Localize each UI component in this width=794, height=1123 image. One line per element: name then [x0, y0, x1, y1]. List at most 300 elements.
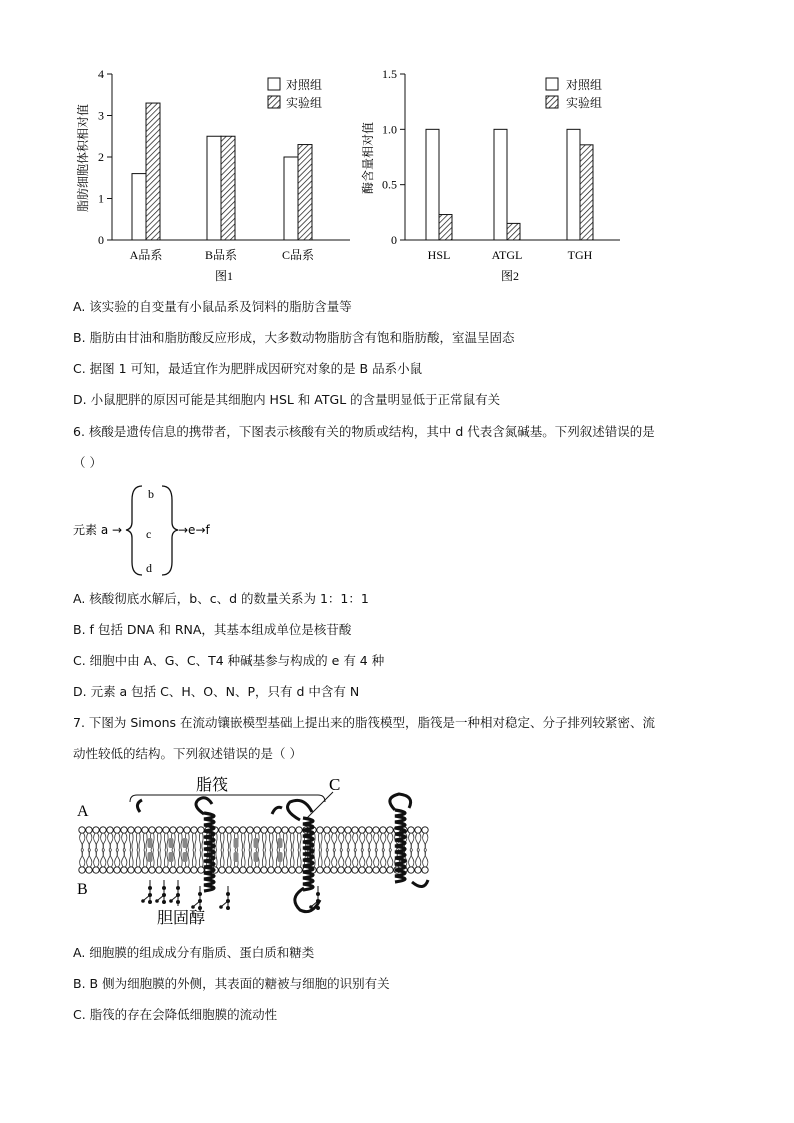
- lipid-tail: [136, 833, 137, 850]
- lipid-head: [107, 867, 113, 873]
- phospholipid-bilayer: [79, 827, 428, 873]
- sugar-unit: [226, 906, 230, 910]
- lipid-tail: [157, 850, 158, 867]
- lipid-tail: [220, 850, 221, 867]
- lipid-head: [296, 827, 302, 833]
- lipid-tail: [283, 833, 284, 850]
- lipid-tail: [269, 850, 270, 867]
- lipid-tail: [262, 833, 263, 850]
- protein-loop: [196, 798, 212, 814]
- lipid-head: [177, 827, 183, 833]
- lipid-tail: [314, 833, 315, 850]
- lipid-head: [233, 827, 239, 833]
- lipid-tail: [188, 833, 189, 850]
- lipid-tail: [227, 850, 228, 867]
- fig2-bar-control: [567, 129, 580, 240]
- lipid-tail: [82, 850, 85, 867]
- lipid-tail: [425, 833, 428, 850]
- fig2-caption: 图2: [500, 269, 520, 283]
- lipid-head: [296, 867, 302, 873]
- lipid-tail: [174, 833, 175, 850]
- lipid-tail: [132, 833, 133, 850]
- fig1-ytick-label: 0: [98, 233, 104, 247]
- lipid-tail: [230, 850, 231, 867]
- lipid-head: [93, 867, 99, 873]
- cholesterol: [234, 852, 239, 862]
- lipid-tail: [272, 833, 273, 850]
- lipid-head: [170, 827, 176, 833]
- lipid-head: [331, 827, 337, 833]
- q6-option-c: C. 细胞中由 A、G、C、T4 种碱基参与构成的 e 有 4 种: [73, 653, 385, 668]
- lipid-tail: [157, 833, 158, 850]
- lipid-tail: [362, 850, 365, 867]
- q5-option-c: C. 据图 1 可知，最适宜作为肥胖成因研究对象的是 B 品系小鼠: [73, 361, 423, 376]
- lipid-raft-diagram: [0, 768, 440, 938]
- lipid-tail: [103, 850, 106, 867]
- q6-stem: 6. 核酸是遗传信息的携带者，下图表示核酸有关的物质或结构，其中 d 代表含氮碱基。下列叙述错误的是: [73, 424, 655, 439]
- q6-diagram: [0, 478, 300, 583]
- cholesterol: [183, 852, 188, 862]
- fig2-ytick-label: 0.5: [382, 177, 397, 192]
- lipid-tail: [164, 833, 165, 850]
- lipid-head: [79, 827, 85, 833]
- lipid-head: [247, 827, 253, 833]
- lipid-head: [261, 867, 267, 873]
- lipid-head: [121, 827, 127, 833]
- lipid-head: [387, 867, 393, 873]
- sugar-unit: [219, 905, 223, 909]
- q7-stem-2: 动性较低的结构。下列叙述错误的是（ ）: [73, 746, 302, 761]
- lipid-tail: [216, 850, 217, 867]
- lipid-tail: [334, 833, 337, 850]
- lipid-tail: [188, 850, 189, 867]
- fig2-ytick-label: 1.5: [382, 67, 397, 81]
- lipid-tail: [199, 850, 200, 867]
- q7-option-c: C. 脂筏的存在会降低细胞膜的流动性: [73, 1007, 278, 1022]
- lipid-tail: [376, 833, 379, 850]
- fig1-xtick-label: B品系: [204, 248, 238, 262]
- side-b-label: B: [77, 881, 88, 898]
- lipid-head: [149, 867, 155, 873]
- fig1-ytick-label: 3: [98, 108, 104, 123]
- lipid-tail: [192, 833, 193, 850]
- lipid-tail: [153, 850, 154, 867]
- lipid-head: [289, 867, 295, 873]
- lipid-head: [352, 867, 358, 873]
- q5-option-d: D. 小鼠肥胖的原因可能是其细胞内 HSL 和 ATGL 的含量明显低于正常鼠有关: [73, 392, 501, 407]
- lipid-head: [268, 827, 274, 833]
- lipid-head: [317, 827, 323, 833]
- lipid-tail: [418, 850, 421, 867]
- fig2-bar-experimental: [580, 145, 593, 240]
- lipid-tail: [146, 833, 147, 850]
- sugar-unit: [198, 892, 202, 896]
- lipid-tail: [241, 850, 242, 867]
- cholesterol: [148, 838, 153, 848]
- lipid-head: [261, 827, 267, 833]
- lipid-head: [366, 827, 372, 833]
- lipid-tail: [300, 833, 301, 850]
- sugar-branch: [144, 895, 150, 900]
- lipid-tail: [383, 833, 386, 850]
- lipid-tail: [195, 833, 196, 850]
- lipid-tail: [321, 833, 322, 850]
- lipid-tail: [297, 833, 298, 850]
- lipid-head: [380, 867, 386, 873]
- lipid-tail: [286, 850, 287, 867]
- lipid-tail: [96, 833, 99, 850]
- lipid-tail: [223, 833, 224, 850]
- lipid-tail: [117, 850, 120, 867]
- lipid-head: [219, 827, 225, 833]
- glycocalyx-chains: [141, 880, 320, 910]
- lipid-tail: [146, 850, 147, 867]
- lipid-tail: [223, 850, 224, 867]
- q7-option-b: B. B 侧为细胞膜的外侧，其表面的糖被与细胞的识别有关: [73, 976, 390, 991]
- fig2-legend-exp-swatch: [546, 96, 558, 108]
- fig2-bar-control: [494, 129, 507, 240]
- q6-option-b: B. f 包括 DNA 和 RNA，其基本组成单位是核苷酸: [73, 622, 352, 637]
- lipid-tail: [244, 850, 245, 867]
- lipid-head: [331, 867, 337, 873]
- lipid-tail: [334, 850, 337, 867]
- sugar-branch: [158, 895, 164, 900]
- lipid-head: [380, 827, 386, 833]
- lipid-tail: [199, 833, 200, 850]
- lipid-tail: [110, 833, 113, 850]
- lipid-head: [107, 827, 113, 833]
- cholesterol: [148, 852, 153, 862]
- lipid-tail: [160, 850, 161, 867]
- q6-left-brace: [126, 486, 142, 575]
- lipid-head: [86, 827, 92, 833]
- lipid-tail: [341, 850, 344, 867]
- q7-option-a: A. 细胞膜的组成成分有脂质、蛋白质和糖类: [73, 945, 315, 960]
- lipid-head: [184, 827, 190, 833]
- cholesterol: [183, 838, 188, 848]
- lipid-head: [324, 827, 330, 833]
- lipid-tail: [143, 850, 144, 867]
- lipid-head: [352, 827, 358, 833]
- q6-option-a: A. 核酸彻底水解后，b、c、d 的数量关系为 1：1：1: [73, 591, 369, 606]
- lipid-head: [373, 867, 379, 873]
- lipid-head: [163, 827, 169, 833]
- lipid-head: [100, 827, 106, 833]
- lipid-tail: [390, 833, 393, 850]
- lipid-tail: [143, 833, 144, 850]
- q6-option-d: D. 元素 a 包括 C、H、O、N、P，只有 d 中含有 N: [73, 684, 360, 699]
- lipid-tail: [404, 850, 407, 867]
- lipid-head: [387, 827, 393, 833]
- lipid-tail: [206, 850, 207, 867]
- lipid-tail: [129, 833, 130, 850]
- lipid-tail: [124, 850, 127, 867]
- lipid-tail: [265, 850, 266, 867]
- sugar-unit: [162, 900, 166, 904]
- lipid-tail: [318, 850, 319, 867]
- fig1-bar-control: [207, 136, 221, 240]
- lipid-head: [415, 867, 421, 873]
- q7-stem: 7. 下图为 Simons 在流动镶嵌模型基础上提出来的脂筏模型，脂筏是一种相对稳定、分子排列较紧密、流: [73, 715, 656, 730]
- lipid-head: [149, 827, 155, 833]
- lipid-head: [338, 827, 344, 833]
- lipid-head: [289, 827, 295, 833]
- lipid-tail: [290, 850, 291, 867]
- q6-d: d: [146, 561, 152, 575]
- fig2-legend-control-swatch: [546, 78, 558, 90]
- sugar-unit: [148, 900, 152, 904]
- lipid-head: [338, 867, 344, 873]
- fig2-ylabel: 酶含量相对值: [361, 121, 375, 195]
- lipid-head: [373, 827, 379, 833]
- lipid-head: [191, 827, 197, 833]
- sugar-unit: [148, 886, 152, 890]
- lipid-head: [121, 867, 127, 873]
- lipid-tail: [276, 850, 277, 867]
- lipid-tail: [376, 850, 379, 867]
- fig2-xtick-label: HSL: [427, 248, 451, 262]
- lipid-head: [142, 827, 148, 833]
- lipid-tail: [167, 833, 168, 850]
- sugar-unit: [169, 899, 173, 903]
- lipid-head: [135, 867, 141, 873]
- lipid-tail: [153, 833, 154, 850]
- lipid-tail: [117, 833, 120, 850]
- sugar-unit: [162, 886, 166, 890]
- lipid-tail: [314, 850, 315, 867]
- fig1-legend-exp-swatch: [268, 96, 280, 108]
- lipid-head: [142, 867, 148, 873]
- fig1-legend-control: 对照组: [286, 78, 323, 92]
- transmembrane-protein: [395, 810, 405, 882]
- lipid-tail: [341, 833, 344, 850]
- lipid-tail: [129, 850, 130, 867]
- sugar-branch: [172, 895, 178, 900]
- lipid-head: [226, 867, 232, 873]
- fig2-ytick-label: 0: [391, 233, 397, 247]
- lipid-tail: [136, 850, 137, 867]
- lipid-tail: [411, 833, 414, 850]
- fig2-legend-control: 对照组: [566, 78, 603, 92]
- lipid-tail: [89, 850, 92, 867]
- lipid-tail: [124, 833, 127, 850]
- figure-1: [75, 67, 350, 283]
- lipid-head: [254, 867, 260, 873]
- q6-c: c: [146, 527, 152, 541]
- lipid-tail: [139, 850, 140, 867]
- lipid-tail: [241, 833, 242, 850]
- figure-2: [360, 67, 620, 283]
- lipid-head: [247, 867, 253, 873]
- fig1-ytick-label: 4: [98, 67, 104, 81]
- lipid-tail: [293, 833, 294, 850]
- fig1-bar-experimental: [221, 136, 235, 240]
- fig1-bar-control: [284, 157, 298, 240]
- cholesterol: [169, 852, 174, 862]
- lipid-head: [345, 867, 351, 873]
- lipid-tail: [195, 850, 196, 867]
- label-c: C: [329, 775, 341, 794]
- lipid-tail: [96, 850, 99, 867]
- sugar-unit: [316, 892, 320, 896]
- lipid-tail: [251, 833, 252, 850]
- fig2-bar-experimental: [507, 223, 520, 240]
- fig1-bar-control: [132, 174, 146, 240]
- sugar-unit: [141, 899, 145, 903]
- q6-e-f: →e→f: [178, 523, 210, 537]
- q6-b: b: [148, 487, 154, 501]
- lipid-head: [128, 867, 134, 873]
- lipid-tail: [202, 850, 203, 867]
- lipid-head: [93, 827, 99, 833]
- q6-element-a: 元素 a →: [73, 523, 123, 537]
- lipid-tail: [248, 833, 249, 850]
- sugar-branch: [222, 901, 228, 906]
- lipid-tail: [276, 833, 277, 850]
- lipid-head: [240, 827, 246, 833]
- fig1-bar-experimental: [146, 103, 160, 240]
- cholesterol: [169, 838, 174, 848]
- side-a-label: A: [77, 803, 89, 820]
- fig1-xtick-label: A品系: [129, 248, 163, 262]
- lipid-tail: [327, 833, 330, 850]
- lipid-head: [163, 867, 169, 873]
- lipid-tail: [355, 833, 358, 850]
- lipid-tail: [348, 850, 351, 867]
- fig1-ytick-label: 1: [98, 191, 104, 206]
- fig2-xtick-label: ATGL: [491, 248, 523, 262]
- lipid-head: [359, 827, 365, 833]
- lipid-tail: [167, 850, 168, 867]
- lipid-tail: [283, 850, 284, 867]
- lipid-head: [366, 867, 372, 873]
- lipid-tail: [82, 833, 85, 850]
- figures-svg: [0, 0, 794, 300]
- lipid-tail: [220, 833, 221, 850]
- lipid-tail: [390, 850, 393, 867]
- lipid-tail: [418, 833, 421, 850]
- fig1-legend-exp: 实验组: [286, 96, 323, 110]
- lipid-tail: [192, 850, 193, 867]
- lipid-head: [240, 867, 246, 873]
- cholesterol: [254, 838, 259, 848]
- lipid-tail: [369, 850, 372, 867]
- lipid-head: [156, 827, 162, 833]
- lipid-head: [86, 867, 92, 873]
- protein-loop: [412, 880, 428, 887]
- lipid-tail: [327, 850, 330, 867]
- fig1-caption: 图1: [214, 269, 234, 283]
- lipid-tail: [369, 833, 372, 850]
- fig2-ytick-label: 1.0: [382, 122, 397, 137]
- transmembrane-protein: [303, 818, 313, 890]
- lipid-head: [422, 867, 428, 873]
- lipid-head: [324, 867, 330, 873]
- lipid-head: [114, 867, 120, 873]
- lipid-tail: [348, 833, 351, 850]
- lipid-head: [345, 827, 351, 833]
- fig2-bar-experimental: [439, 215, 452, 240]
- lipid-head: [198, 867, 204, 873]
- sugar-unit: [309, 905, 313, 909]
- lipid-head: [415, 827, 421, 833]
- lipid-head: [177, 867, 183, 873]
- lipid-head: [79, 867, 85, 873]
- lipid-tail: [411, 850, 414, 867]
- lipid-head: [128, 827, 134, 833]
- lipid-tail: [248, 850, 249, 867]
- cholesterol: [254, 852, 259, 862]
- lipid-tail: [181, 833, 182, 850]
- protein-loop: [390, 794, 411, 810]
- lipid-tail: [174, 850, 175, 867]
- sugar-unit: [155, 899, 159, 903]
- lipid-head: [282, 867, 288, 873]
- lipid-tail: [290, 833, 291, 850]
- lipid-head: [135, 827, 141, 833]
- lipid-tail: [318, 833, 319, 850]
- lipid-tail: [362, 833, 365, 850]
- lipid-head: [275, 867, 281, 873]
- sugar-unit: [226, 892, 230, 896]
- lipid-tail: [181, 850, 182, 867]
- lipid-tail: [244, 833, 245, 850]
- lipid-tail: [103, 833, 106, 850]
- lipid-tail: [265, 833, 266, 850]
- lipid-tail: [262, 850, 263, 867]
- c-pointer: [307, 792, 333, 818]
- fig2-xtick-label: TGH: [567, 248, 593, 262]
- lipid-tail: [300, 850, 301, 867]
- q5-option-a: A. 该实验的自变量有小鼠品系及饲料的脂肪含量等: [73, 299, 352, 314]
- lipid-tail: [269, 833, 270, 850]
- lipid-head: [268, 867, 274, 873]
- lipid-head: [408, 827, 414, 833]
- fig2-legend-exp: 实验组: [566, 96, 603, 110]
- lipid-head: [275, 827, 281, 833]
- lipid-tail: [178, 833, 179, 850]
- cholesterol: [278, 838, 283, 848]
- lipid-tail: [297, 850, 298, 867]
- fig1-ytick-label: 2: [98, 150, 104, 164]
- lipid-head: [317, 867, 323, 873]
- sugar-branch: [194, 901, 200, 906]
- lipid-head: [184, 867, 190, 873]
- lipid-tail: [425, 850, 428, 867]
- lipid-tail: [202, 833, 203, 850]
- q6-stem-paren: （ ）: [73, 455, 102, 470]
- lipid-tail: [251, 850, 252, 867]
- lipid-tail: [293, 850, 294, 867]
- lipid-tail: [286, 833, 287, 850]
- lipid-tail: [160, 833, 161, 850]
- lipid-tail: [355, 850, 358, 867]
- lipid-tail: [383, 850, 386, 867]
- lipid-head: [233, 867, 239, 873]
- fig1-xtick-label: C品系: [281, 248, 315, 262]
- lipid-head: [191, 867, 197, 873]
- lipid-head: [198, 827, 204, 833]
- lipid-tail: [227, 833, 228, 850]
- fig2-bar-control: [426, 129, 439, 240]
- q6-right-brace: [162, 486, 178, 575]
- fig1-ylabel: 脂肪细胞体积相对值: [76, 103, 90, 213]
- fig1-bar-experimental: [298, 145, 312, 240]
- lipid-tail: [110, 850, 113, 867]
- fig1-legend-control-swatch: [268, 78, 280, 90]
- lipid-head: [100, 867, 106, 873]
- lipid-head: [170, 867, 176, 873]
